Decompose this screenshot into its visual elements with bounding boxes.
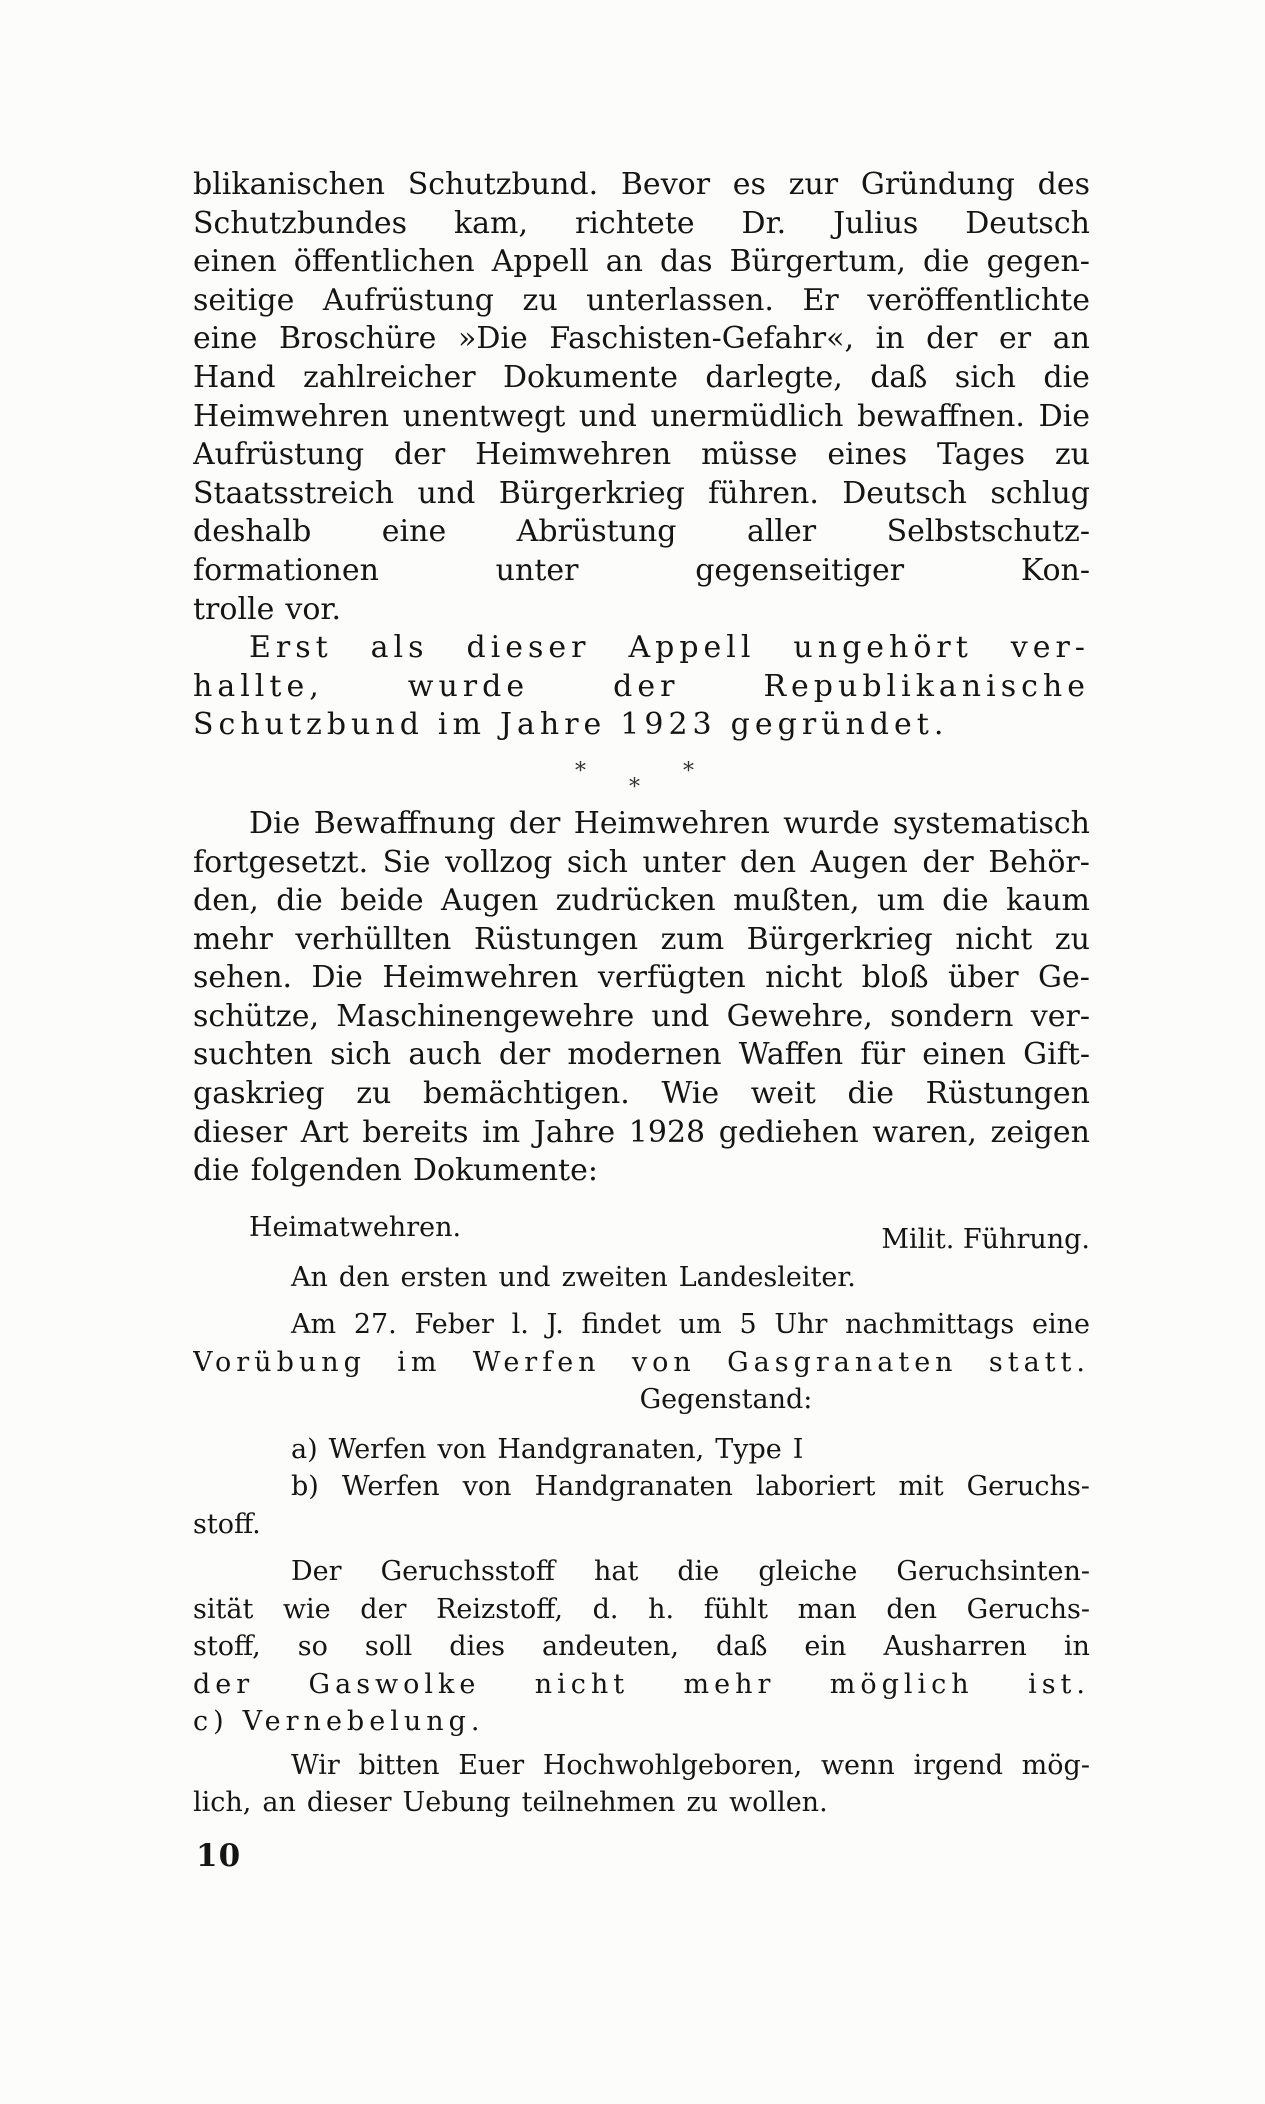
paragraph-armament — [193, 805, 1090, 1191]
document-item-b: b) Werfen von Handgranaten laboriert mit Geruchs- — [291, 1471, 1090, 1503]
page-text — [193, 166, 1090, 1822]
section-separator — [193, 745, 1090, 805]
text-line: mehr verhüllten Rüstungen zum Bürgerkrieg nicht zu — [193, 921, 1090, 957]
text-line: sität wie der Reizstoff, d. h. fühlt man den Geruchs- — [193, 1593, 1090, 1625]
text-line: stoff. — [193, 1508, 261, 1540]
text-line: schütze, Maschinengewehre und Gewehre, sondern ver- — [193, 998, 1090, 1034]
text-line: Schutzbund im Jahre 1923 gegründet. — [193, 707, 949, 743]
document-item-c: c) Vernebelung. — [193, 1706, 485, 1738]
document-item-a: a) Werfen von Handgranaten, Type I — [291, 1433, 804, 1465]
quoted-document — [193, 1199, 1090, 1822]
text-line: Heimwehren unentwegt und unermüdlich bewaffnen. Die — [193, 398, 1090, 434]
text-line: Die Bewaffnung der Heimwehren wurde systematisch — [249, 805, 1090, 841]
text-line: den, die beide Augen zudrücken mußten, um die kaum — [193, 883, 1090, 919]
text-line: Schutzbundes kam, richtete Dr. Julius Deutsch — [193, 205, 1090, 241]
text-line: der Gaswolke nicht mehr möglich ist. — [193, 1668, 1090, 1700]
text-line: Der Geruchsstoff hat die gleiche Geruchsinten- — [291, 1556, 1090, 1588]
text-line: blikanischen Schutzbund. Bevor es zur Gründung des — [193, 167, 1090, 202]
text-line: sehen. Die Heimwehren verfügten nicht bloß über Ge- — [193, 960, 1090, 996]
document-department: Milit. Führung. — [881, 1223, 1090, 1255]
document-addressee: An den ersten und zweiten Landesleiter. — [291, 1261, 856, 1293]
text-line: Am 27. Feber l. J. findet um 5 Uhr nachmittags eine — [291, 1309, 1090, 1341]
text-line: trolle vor. — [193, 591, 341, 627]
document-header — [193, 1199, 1090, 1255]
text-line: dieser Art bereits im Jahre 1928 gediehen waren, zeigen — [193, 1114, 1090, 1150]
page-number: 10 — [196, 1838, 242, 1874]
text-line: deshalb eine Abrüstung aller Selbstschutz- — [193, 514, 1090, 550]
text-line: seitige Aufrüstung zu unterlassen. Er veröffentlichte — [193, 282, 1090, 318]
separator-asterisk: * — [575, 758, 586, 784]
text-line: lich, an dieser Uebung teilnehmen zu wollen. — [193, 1787, 828, 1819]
text-line: Aufrüstung der Heimwehren müsse eines Tages zu — [193, 437, 1090, 473]
text-line: fortgesetzt. Sie vollzog sich unter den Augen der Behör- — [193, 844, 1090, 880]
text-line: die folgenden Dokumente: — [193, 1153, 598, 1189]
text-line: formationen unter gegenseitiger Kon- — [193, 552, 1090, 588]
text-line: eine Broschüre »Die Faschisten-Gefahr«, in der er an — [193, 321, 1090, 357]
separator-asterisk: * — [683, 758, 694, 784]
text-line: Staatsstreich und Bürgerkrieg führen. Deutsch schlug — [193, 475, 1090, 511]
document-sender: Heimatwehren. — [249, 1211, 462, 1243]
text-line: hallte, wurde der Republikanische — [193, 668, 1090, 704]
text-line: Wir bitten Euer Hochwohlgeboren, wenn irgend mög- — [291, 1749, 1090, 1781]
paragraph-appeal — [193, 629, 1090, 745]
paragraph-schutzbund — [193, 166, 1090, 629]
separator-asterisk: * — [629, 774, 640, 800]
text-line: Erst als dieser Appell ungehört ver- — [249, 630, 1090, 666]
text-line: gaskrieg zu bemächtigen. Wie weit die Rüstungen — [193, 1076, 1090, 1112]
text-line: stoff, so soll dies andeuten, daß ein Ausharren in — [193, 1631, 1090, 1663]
document-subject-heading: Gegenstand: — [639, 1384, 813, 1416]
text-line: einen öffentlichen Appell an das Bürgertum, die gegen- — [193, 244, 1090, 280]
text-line: Vorübung im Werfen von Gasgranaten statt. — [193, 1346, 1090, 1378]
text-line: Hand zahlreicher Dokumente darlegte, daß sich die — [193, 359, 1090, 395]
text-line: suchten sich auch der modernen Waffen für einen Gift- — [193, 1037, 1090, 1073]
